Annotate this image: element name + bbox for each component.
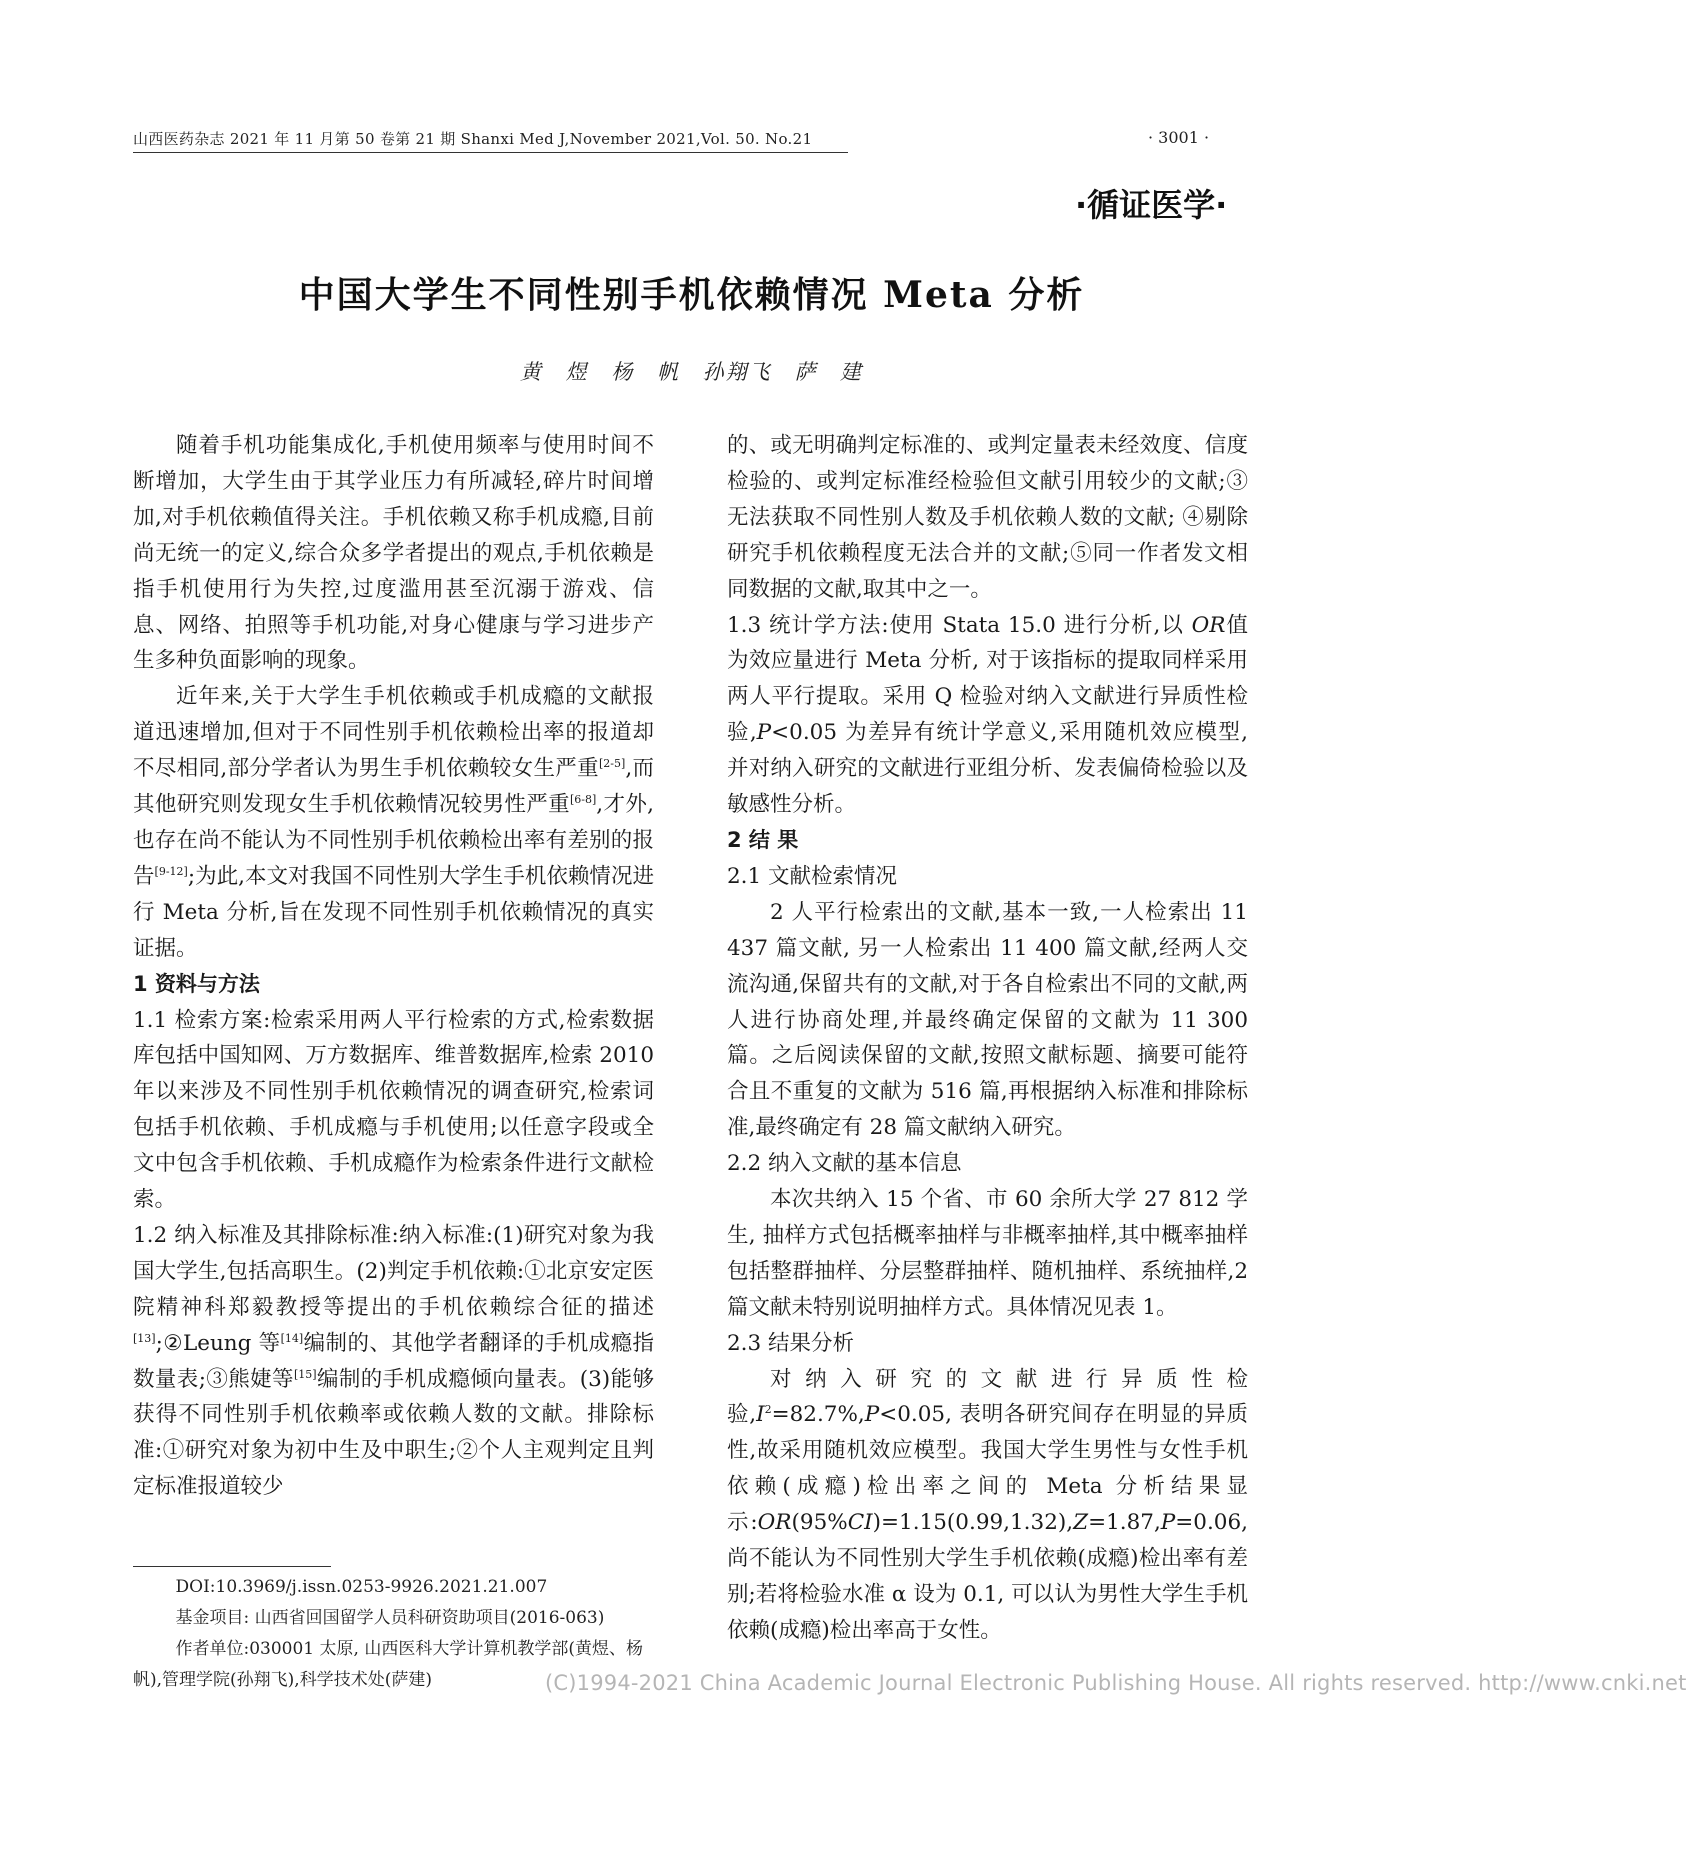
exclusion-continued: 的、或无明确判定标准的、或判定量表未经效度、信度检验的、或判定标准经检验但文献引用较少的文献;③无法获取不同性别人数及手机依赖人数的文献; ④剔除研究手机依赖程度无法合并的文献;⑤同一作者发文相同数据的文献,取其中之一。 [727,433,1248,602]
text-run: 对纳入研究的文献进行异质性检验, [727,1366,1248,1428]
right-column [727,428,1248,1649]
section-heading-methods: 1 资料与方法 [133,971,260,996]
text-run: =0.06,尚不能认为不同性别大学生手机依赖(成瘾)检出率有差别;若将检验水准 α 设为 0.1, 可以认为男性大学生手机依赖(成瘾)检出率高于女性。 [727,1510,1248,1643]
footnote-affiliation: 作者单位:030001 太原, 山西医科大学计算机教学部(黄煜、杨帆),管理学院(孙翔飞),科学技术处(萨建) [133,1639,643,1690]
text-run: 编制的手机成瘾倾向量表。(3)能够获得不同性别手机依赖率或依赖人数的文献。排除标准:①研究对象为初中生及中职生;②个人主观判定且判定标准报道较少 [133,1366,654,1500]
section-2-1-body: 2 人平行检索出的文献,基本一致,一人检索出 11 437 篇文献, 另一人检索出 11 400 篇文献,经两人交流沟通,保留共有的文献,对于各自检索出不同的文献,两人进行协商处理,并最终确定保留的文献为 11 300 篇。之后阅读保留的文献,按照文献标题、摘要可能符合且不重复的文献为 516 篇,再根据纳入标准和排除标准,最终确定有 28 篇文献纳入研究。 [727,899,1248,1141]
section-1-2 [133,1218,654,1505]
footnote-doi: DOI:10.3969/j.issn.0253-9926.2021.21.007 [175,1577,548,1597]
math-or: OR [1191,612,1226,638]
text-run: ;为此,本文对我国不同性别大学生手机依赖情况进行 Meta 分析,旨在发现不同性别手机依赖情况的真实证据。 [133,863,654,961]
math-p: P [756,720,772,746]
article-authors: 黄 煜 杨 帆 孙翔飞 萨 建 [519,360,864,384]
footnote-fund: 基金项目: 山西省回国留学人员科研资助项目(2016-063) [175,1608,605,1628]
copyright-watermark: (C)1994-2021 China Academic Journal Electronic Publishing House. All rights reserved. http://www.cnki.net [545,1671,1687,1695]
math-ci: CI [847,1510,873,1536]
article-title: 中国大学生不同性别手机依赖情况 Meta 分析 [298,274,1085,316]
text-run: ,才外,也存在尚不能认为不同性别手机依赖检出率有差别的报告 [133,792,654,889]
text-run: ;②Leung 等 [155,1330,281,1356]
text-run: 1.3 统计学方法:使用 Stata 15.0 进行分析,以 [727,612,1192,638]
citation: [15] [293,1367,317,1381]
math-or: OR [757,1510,792,1536]
section-1-1: 1.1 检索方案:检索采用两人平行检索的方式,检索数据库包括中国知网、万方数据库、维普数据库,检索 2010 年以来涉及不同性别手机依赖情况的调查研究,检索词包括手机依赖、手机成瘾与手机使用;以任意字段或全文中包含手机依赖、手机成瘾作为检索条件进行文献检索。 [133,1007,654,1213]
header-rule [133,152,848,153]
citation: [9-12] [154,864,188,878]
footnote-rule [133,1566,331,1567]
text-run: =82.7%, [771,1402,865,1428]
citation: [6-8] [569,792,597,806]
text-run: 值为效应量进行 Meta 分析, 对于该指标的提取同样采用两人平行提取。采用 Q 检验对纳入文献进行异质性检验, [727,612,1248,746]
math-i: I [756,1402,765,1428]
text-run: (95% [791,1510,848,1536]
math-z: Z [1073,1510,1089,1536]
section-label: ·循证医学· [1075,186,1228,224]
intro-paragraph-2 [133,679,654,966]
text-run: ,而其他研究则发现女生手机依赖情况较男性严重 [133,756,654,818]
section-1-3 [727,608,1248,823]
math-p: P [1160,1510,1176,1536]
citation: [13] [133,1331,156,1345]
section-2-3-body [727,1362,1248,1649]
math-sup: 2 [764,1403,772,1417]
section-2-2-body: 本次共纳入 15 个省、市 60 余所大学 27 812 学生, 抽样方式包括概率抽样与非概率抽样,其中概率抽样包括整群抽样、分层整群抽样、随机抽样、系统抽样,2 篇文献未特别说明抽样方式。具体情况见表 1。 [727,1187,1248,1320]
text-run: <0.05 为差异有统计学意义,采用随机效应模型, 并对纳入研究的文献进行亚组分析、发表偏倚检验以及敏感性分析。 [727,720,1248,818]
text-run: =1.87, [1088,1510,1161,1536]
section-2-2-title: 2.2 纳入文献的基本信息 [727,1151,962,1177]
running-head: 山西医药杂志 2021 年 11 月第 50 卷第 21 期 Shanxi Med J,November 2021,Vol. 50. No.21 [133,130,813,148]
text-run: 编制的、其他学者翻译的手机成瘾指数量表;③熊婕等 [133,1330,654,1392]
citation: [14] [280,1331,304,1345]
page-number: · 3001 · [1148,128,1210,147]
text-run: <0.05, 表明各研究间存在明显的异质性,故采用随机效应模型。我国大学生男性与女性手机依赖(成瘾)检出率之间的 Meta 分析结果显示: [727,1402,1248,1536]
section-2-1-title: 2.1 文献检索情况 [727,863,898,889]
math-p: P [864,1402,880,1428]
section-2-3-title: 2.3 结果分析 [727,1330,855,1356]
text-run: 近年来,关于大学生手机依赖或手机成瘾的文献报道迅速增加,但对于不同性别手机依赖检出率的报道却不尽相同,部分学者认为男生手机依赖较女生严重 [133,684,654,782]
intro-paragraph-1: 随着手机功能集成化,手机使用频率与使用时间不断增加，大学生由于其学业压力有所减轻,碎片时间增加,对手机依赖值得关注。手机依赖又称手机成瘾,目前尚无统一的定义,综合众多学者提出的观点,手机依赖是指手机使用行为失控,过度滥用甚至沉溺于游戏、信息、网络、拍照等手机功能,对身心健康与学习进步产生多种负面影响的现象。 [133,433,654,674]
section-heading-results: 2 结 果 [727,827,799,852]
text-run: )=1.15(0.99,1.32), [872,1510,1074,1536]
citation: [2-5] [599,757,626,770]
left-column [133,428,654,1505]
text-run: 1.2 纳入标准及其排除标准:纳入标准:(1)研究对象为我国大学生,包括高职生。(2)判定手机依赖:①北京安定医院精神科郑毅教授等提出的手机依赖综合征的描述 [133,1222,654,1320]
